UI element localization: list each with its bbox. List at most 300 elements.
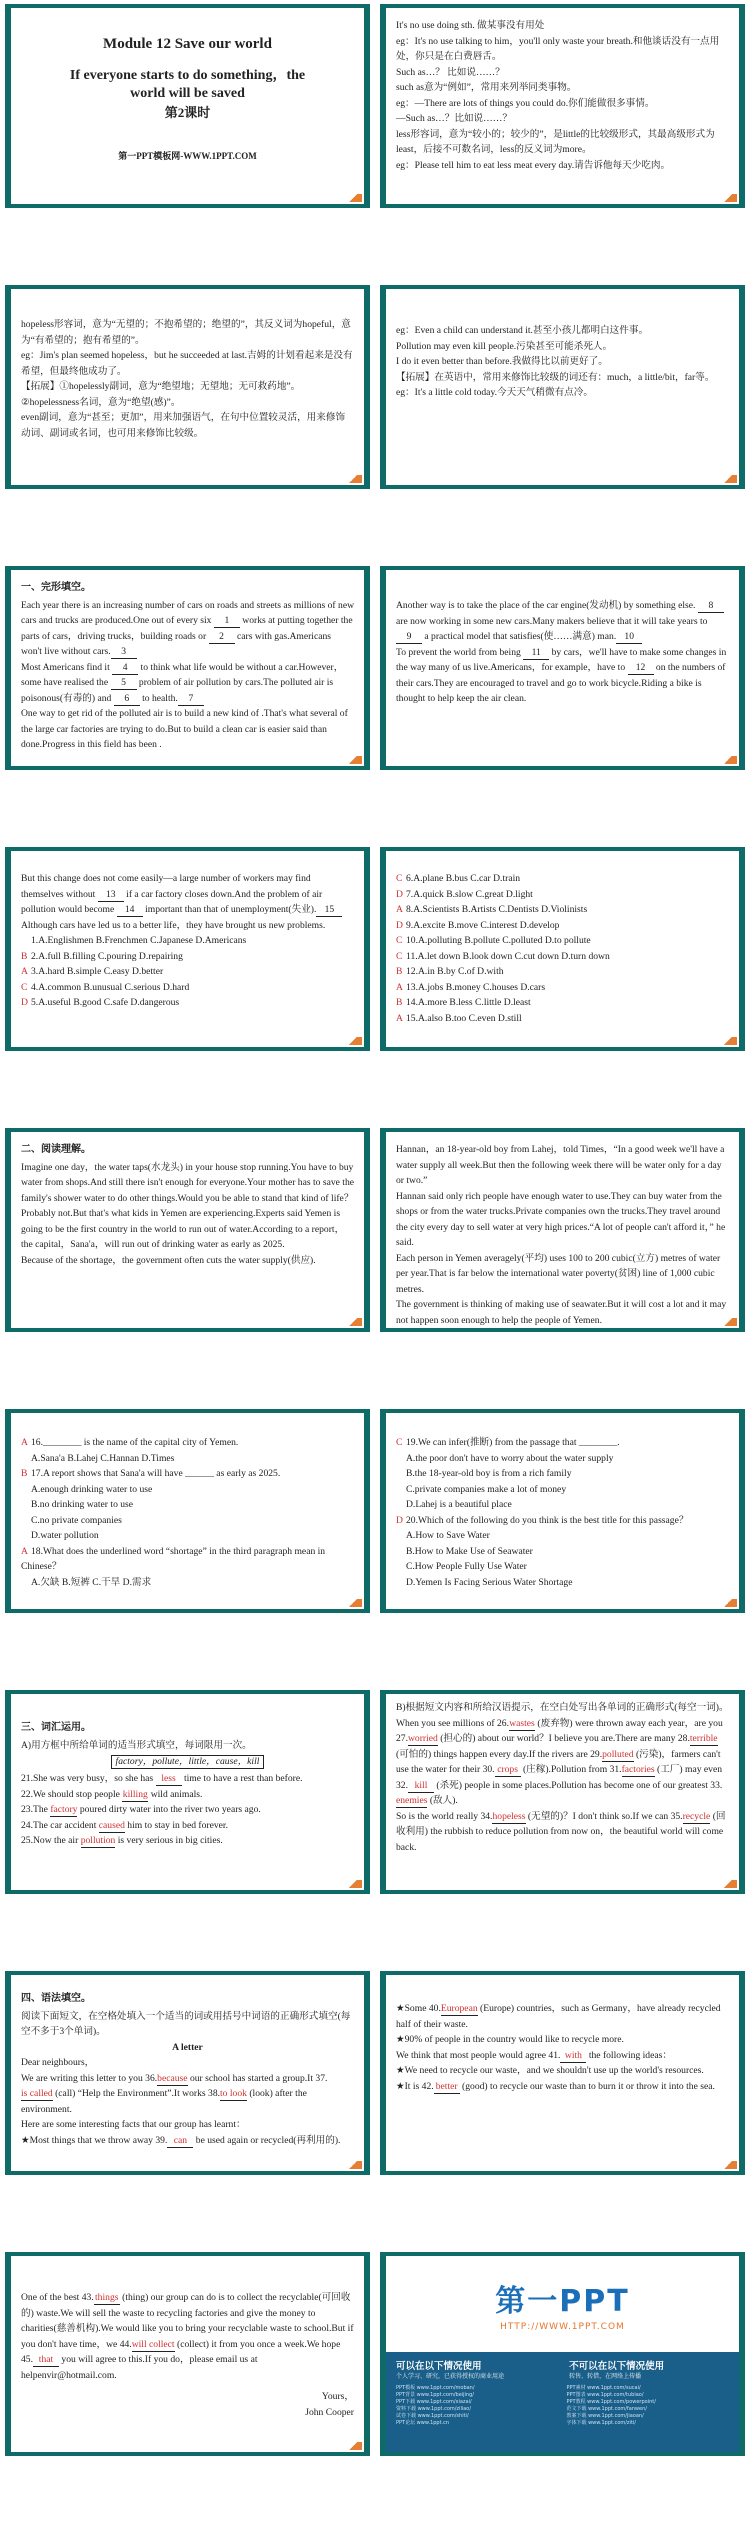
option-text: D.Lahej is a beautiful place bbox=[406, 1499, 512, 1510]
option-row bbox=[396, 1466, 729, 1482]
option-text: 13.A.jobs B.money C.houses D.cars bbox=[406, 981, 546, 993]
passage-text: (call) “Help the Environment”.It works 38. bbox=[52, 2088, 221, 2099]
answer-letter: D bbox=[21, 997, 28, 1008]
option-row bbox=[396, 1451, 729, 1467]
passage-text: Although cars have led us to a better life，they have bbox=[21, 919, 226, 931]
slide-17-content bbox=[21, 2290, 354, 2442]
usage-forbidden-text: 转售、转借，在网络上传播 bbox=[569, 2373, 642, 2380]
instruction: 阅读下面短文，在空格处填入一个适当的词或用括号中词语的正确形式填空(每空不多于3个单词)。 bbox=[21, 2010, 351, 2037]
blank: 14 bbox=[117, 904, 143, 917]
passage-text: are now working in some new cars.Many makers believe that it will take years to bbox=[396, 615, 708, 627]
slide-10[interactable] bbox=[380, 1128, 745, 1332]
option-row bbox=[396, 1528, 729, 1544]
corner-decoration bbox=[344, 756, 362, 764]
paragraph bbox=[396, 1716, 729, 1809]
section-header: 二、阅读理解。 bbox=[21, 1144, 91, 1155]
option-row bbox=[21, 1497, 354, 1513]
note-line: —Such as…？比如说……？ bbox=[396, 113, 512, 124]
passage-paragraph: Each person in Yemen averagely(平均) uses 100 to 200 cubic(立方) metres of water per year.That is far below the international water poverty(贫困) line of 1,000 cubic metres. bbox=[396, 1252, 721, 1295]
option-text: 17.A report shows that Sana'a will have ______ as early as 2025. bbox=[31, 1468, 281, 1479]
note-line: eg：Even a child can understand it.甚至小孩儿都明白这件事。 bbox=[396, 325, 649, 336]
answer-letter: D bbox=[396, 888, 403, 900]
note-line: Pollution may even kill people.污染甚至可能杀死人。 bbox=[396, 340, 613, 352]
passage-text: (废弃物) were thrown away each year，are you 27. bbox=[396, 1717, 723, 1744]
option-row bbox=[21, 995, 354, 1011]
answer-letter: C bbox=[396, 935, 403, 946]
option-row bbox=[21, 1513, 354, 1529]
option-text: A.Sana'a B.Lahej C.Hannan D.Times bbox=[31, 1452, 175, 1464]
option-row bbox=[396, 1011, 729, 1027]
option-row bbox=[396, 887, 729, 903]
question-25: 25.Now the air pollution is very serious in big cities. bbox=[21, 1835, 223, 1846]
slide-2[interactable] bbox=[380, 4, 745, 208]
answer-letter: C bbox=[21, 981, 28, 993]
passage-text: When you see millions of 26. bbox=[396, 1717, 509, 1729]
letter-signature: John Cooper bbox=[305, 2406, 354, 2418]
question-list bbox=[21, 1435, 354, 1599]
note-line: 【拓展】①hopelessly副词，意为“绝望地；无望地；无可救药地”。 bbox=[21, 381, 301, 392]
option-row bbox=[21, 1575, 354, 1591]
paragraph bbox=[396, 598, 729, 645]
paragraph bbox=[21, 2071, 354, 2118]
note-line: eg：—There are lots of things you could do.你们能做很多事情。 bbox=[396, 97, 655, 109]
slide-15-content bbox=[21, 1991, 354, 2161]
option-row bbox=[21, 1435, 354, 1451]
answer-letter: C bbox=[396, 873, 403, 884]
answer-letter: C bbox=[396, 950, 403, 962]
passage-text: (Europe) countries，such as Germany，have already recycled half of their waste. bbox=[396, 2003, 721, 2030]
blank: 4 bbox=[112, 662, 138, 675]
option-row bbox=[396, 1482, 729, 1498]
passage-text: . bbox=[159, 739, 162, 750]
slide-14[interactable] bbox=[380, 1690, 745, 1894]
passage-text: problem of air pollution by cars.The polluted air is poisonous(有毒的) and bbox=[21, 677, 334, 704]
answer-letter: A bbox=[21, 1437, 28, 1448]
resource-link[interactable]: 试卷下载 www.1ppt.com/shiti/ bbox=[396, 2413, 469, 2419]
passage-paragraph: The government is thinking of making use of seawater.But it will cost a lot and it may not happen soon enough to help the people of Yemen. bbox=[396, 1299, 727, 1326]
slide-1[interactable] bbox=[5, 4, 370, 208]
resource-link[interactable]: 资料下载 www.1ppt.com/ziliao/ bbox=[396, 2406, 472, 2412]
usage-allowed-title: 可以在以下情况使用 bbox=[396, 2361, 482, 2372]
usage-forbidden-title: 不可以在以下情况使用 bbox=[569, 2361, 665, 2372]
blank-answer: enemies bbox=[396, 1795, 428, 1806]
note-line: ②hopelessness名词，意为“绝望(感)”。 bbox=[21, 396, 181, 408]
note-line: less形容词，意为“较小的；较少的”，是little的比较级形式，其最高级形式为least，后接不可数名词，less的反义词为more。 bbox=[396, 128, 715, 155]
paragraph bbox=[396, 645, 729, 707]
slide-13-content bbox=[21, 1720, 354, 1880]
option-text: B.the 18-year-old boy is from a rich family bbox=[406, 1468, 572, 1479]
corner-decoration bbox=[344, 1037, 362, 1045]
corner-decoration bbox=[719, 1037, 737, 1045]
answer-letter: A bbox=[396, 1012, 403, 1024]
passage-text: .That's what several of the large car factories are trying to do.But to build a clean car is easier said than done.Progress in this field has been bbox=[21, 708, 348, 750]
passage-text: So is the world really 34. bbox=[396, 1810, 493, 1822]
blank-answer: European bbox=[440, 2003, 478, 2014]
passage-text: (look) after the environment. bbox=[21, 2088, 307, 2115]
passage-text: bicycle.Riding a bike is thought to help keep the air clean. bbox=[396, 677, 702, 704]
blank-answer: factories bbox=[621, 1764, 655, 1775]
note-line: I do it even better than before.我做得比以前更好了。 bbox=[396, 356, 608, 367]
slide-4-content bbox=[396, 323, 729, 475]
slide-3[interactable] bbox=[5, 285, 370, 489]
option-text: 7.A.quick B.slow C.great D.light bbox=[406, 888, 533, 900]
slide-9[interactable] bbox=[5, 1128, 370, 1332]
passage-paragraph: Because of the shortage，the government often cuts the water supply(供应). bbox=[21, 1254, 316, 1266]
option-row bbox=[396, 1497, 729, 1513]
answer-letter: A bbox=[21, 966, 28, 977]
note-line: eg：It's no use talking to him，you'll only waste your breath.和他谈话没有一点用处，你只是在白费唇舌。 bbox=[396, 35, 720, 62]
passage-text: the following ideas： bbox=[586, 2049, 672, 2061]
instruction: B)根据短文内容和所给汉语提示，在空白处写出各单词的正确形式(每空一词)。 bbox=[396, 1702, 729, 1713]
word-formation-passage bbox=[396, 1716, 729, 1856]
passage-text: a practical model that satisfies(使……满意) man. bbox=[422, 631, 617, 642]
passage-paragraph: Hannan said only rich people have enough water to use.They can buy water from the shops or from the water trucks.Private companies own the trucks.They travel around the city every day to sell water at very high prices.“A lot of people can't afford it，” he said. bbox=[396, 1190, 726, 1248]
passage-text: (可怕的) things happen every day.If the rivers are 29. bbox=[396, 1748, 603, 1760]
option-row bbox=[396, 1513, 729, 1529]
passage-text: cars with gas.Americans won't live without cars. bbox=[21, 630, 332, 657]
slide-2-content bbox=[396, 18, 729, 194]
paragraph bbox=[21, 2290, 354, 2383]
blank-answer: terrible bbox=[689, 1733, 718, 1744]
note-line: such as意为“例如”，常用来列举同类事物。 bbox=[396, 82, 577, 93]
blank-answer: is called bbox=[21, 2088, 53, 2099]
option-row bbox=[396, 1559, 729, 1575]
option-row bbox=[396, 1544, 729, 1560]
passage-text: One of the best 43. bbox=[21, 2292, 94, 2303]
paragraph bbox=[396, 2063, 729, 2079]
option-row bbox=[396, 1435, 729, 1451]
corner-decoration bbox=[344, 2161, 362, 2169]
note-line: eg：Jim's plan seemed hopeless，but he succeeded at last.吉姆的计划看起来是没有希望，但最终他成功了。 bbox=[21, 350, 353, 377]
passage-text: (敌人). bbox=[427, 1795, 458, 1806]
passage-text: (回收利用) the rubbish to reduce pollution from now on，the beautiful world will come back. bbox=[396, 1810, 726, 1853]
option-text: D.water pollution bbox=[31, 1530, 99, 1541]
option-text: C.private companies make a lot of money bbox=[406, 1483, 567, 1495]
slide-6[interactable] bbox=[380, 566, 745, 770]
resource-link[interactable]: PPT图表 www.1ppt.com/tubiao/ bbox=[566, 2392, 644, 2398]
passage-text: (担心的) about our world？I believe you are.There are many 28. bbox=[437, 1733, 690, 1744]
corner-decoration bbox=[719, 2161, 737, 2169]
cloze-passage-3 bbox=[21, 871, 354, 933]
passage-text: ★It is 42. bbox=[396, 2080, 434, 2092]
passage-text: We think that most people would agree 41. bbox=[396, 2049, 561, 2061]
passage-text: (good) to recycle our waste than to burn it or throw it into the sea. bbox=[459, 2080, 715, 2092]
grammar-passage-1 bbox=[21, 2071, 354, 2149]
passage-text: (thing) our group can do is to collect the recyclable(可回收的) waste.We will sell the waste to recycling factories and give the money to charities(慈善机构).We would like you to bring your recyclable waste to school.But if you don't have time，we 44. bbox=[21, 2292, 354, 2350]
slide-18[interactable] bbox=[380, 2252, 745, 2456]
blank-answer: can bbox=[167, 2135, 193, 2148]
blank: 8 bbox=[698, 600, 724, 613]
passage-paragraph: Imagine one day，the water taps(水龙头) in your house stop running.You have to buy water from shops.And still there isn't enough for everyone.Your mother has to save the family's shower water to do other things.Would you be able to stand that kind of life？ bbox=[21, 1161, 355, 1204]
corner-decoration bbox=[719, 194, 737, 202]
option-row bbox=[21, 1544, 354, 1575]
resource-link[interactable]: PPT背景 www.1ppt.com/beijing/ bbox=[396, 2392, 474, 2398]
blank-answer: will collect bbox=[131, 2338, 175, 2350]
blank-answer: crops bbox=[495, 1764, 521, 1777]
blank: 2 bbox=[209, 631, 235, 644]
passage-text: (无望的)？I don't think so.If we can 35. bbox=[525, 1810, 683, 1822]
answer-letter: B bbox=[21, 1468, 28, 1479]
paragraph bbox=[396, 1809, 729, 1856]
blank-answer: polluted bbox=[602, 1748, 634, 1760]
resource-link[interactable]: PPT教程 www.1ppt.com/powerpoint/ bbox=[566, 2399, 656, 2405]
paragraph bbox=[21, 660, 354, 707]
option-text: 10.A.polluting B.pollute C.polluted D.to pollute bbox=[406, 935, 591, 946]
passage-text: to health. bbox=[139, 692, 178, 704]
passage-text: (collect) it from you once a week.We hope 45. bbox=[21, 2338, 341, 2365]
brand-url[interactable]: HTTP://WWW.1PPT.COM bbox=[500, 2322, 625, 2332]
resource-link[interactable]: PPT下载 www.1ppt.com/xiazai/ bbox=[396, 2399, 472, 2405]
option-text: 11.A.let down B.look down C.cut down D.turn down bbox=[406, 950, 610, 962]
slide-14-content bbox=[396, 1700, 729, 1880]
slide-3-content bbox=[21, 317, 354, 475]
slide-8[interactable] bbox=[380, 847, 745, 1051]
note-line: It's no use doing sth. 做某事没有用处 bbox=[396, 20, 545, 31]
note-line: Such as…？ 比如说……？ bbox=[396, 66, 505, 78]
option-row bbox=[396, 871, 729, 887]
option-row bbox=[21, 933, 354, 949]
option-row bbox=[396, 933, 729, 949]
passage-text: (污染)，farmers can't use the water for their 30. bbox=[396, 1748, 721, 1775]
passage-text: We are writing this letter to you 36. bbox=[21, 2072, 158, 2084]
slide-7[interactable] bbox=[5, 847, 370, 1051]
passage-text: Another way is to take the place of the car engine(发动机) by something else. bbox=[396, 600, 698, 611]
slide-15[interactable] bbox=[5, 1971, 370, 2175]
note-line: even副词，意为“甚至；更加”，用来加强语气，在句中位置较灵活，用来修饰动词、副词或名词，也可用来修饰比较级。 bbox=[21, 412, 346, 439]
corner-decoration bbox=[719, 1880, 737, 1888]
blank: 3 bbox=[111, 646, 137, 659]
slide-16[interactable] bbox=[380, 1971, 745, 2175]
passage-text: important than that of unemployment(失业). bbox=[142, 904, 317, 915]
paragraph bbox=[21, 2117, 354, 2133]
passage-text: (工厂) may even 32. bbox=[396, 1764, 723, 1791]
corner-decoration bbox=[719, 475, 737, 483]
option-row bbox=[21, 1451, 354, 1467]
option-text: B.no drinking water to use bbox=[31, 1499, 134, 1510]
slide-9-content bbox=[21, 1142, 354, 1318]
passage-paragraph: Hannan，an 18-year-old boy from Lahej，told Times，“In a good week we'll have a water supply all week.But then the following week there will be water only for a day or two.” bbox=[396, 1144, 725, 1186]
question-list bbox=[396, 1435, 729, 1599]
option-row bbox=[396, 980, 729, 996]
option-text: D.Yemen Is Facing Serious Water Shortage bbox=[406, 1576, 573, 1588]
option-row bbox=[396, 964, 729, 980]
answer-letter: D bbox=[396, 919, 403, 931]
slide-5-content bbox=[21, 580, 354, 756]
answer-letter: A bbox=[396, 981, 403, 993]
resource-link[interactable]: 字体下载 www.1ppt.com/ziti/ bbox=[566, 2420, 636, 2426]
brand-area bbox=[386, 2256, 739, 2352]
corner-decoration bbox=[344, 2442, 362, 2450]
option-text: 20.Which of the following do you think is the best title for this passage？ bbox=[406, 1514, 689, 1526]
option-list bbox=[396, 871, 729, 1037]
passage-text: our school has started a group.It 37. bbox=[187, 2072, 328, 2084]
passage-text: (杀死) people in some places.Pollution has become one of our greatest 33. bbox=[434, 1779, 723, 1791]
paragraph bbox=[396, 2001, 729, 2032]
usage-allowed-text: 个人学习、研究，已获得授权的商业用途 bbox=[396, 2373, 505, 2380]
cloze-passage-1 bbox=[21, 598, 354, 753]
blank: 1 bbox=[214, 615, 240, 628]
section-header: 三、词汇运用。 bbox=[21, 1722, 91, 1733]
lesson-subtitle-line2: world will be saved bbox=[130, 86, 245, 101]
passage-text: by cars，we'll have to make some changes in the way many of us live.Americans，for example，have to bbox=[396, 646, 727, 673]
slide-4[interactable] bbox=[380, 285, 745, 489]
option-row bbox=[21, 980, 354, 996]
paragraph bbox=[396, 2048, 729, 2064]
answer-letter: B bbox=[396, 997, 403, 1008]
answer-letter: A bbox=[21, 1545, 28, 1557]
option-text: C.How People Fully Use Water bbox=[406, 1561, 527, 1572]
answer-letter: D bbox=[396, 1514, 403, 1526]
passage-text: But this change does not come easily—a large number of workers may find themselves without bbox=[21, 873, 311, 900]
resource-link[interactable]: 教案下载 www.1ppt.com/jiaoan/ bbox=[566, 2413, 644, 2419]
blank: 10 bbox=[616, 631, 642, 644]
blank: 12 bbox=[628, 662, 654, 675]
resource-link[interactable]: 范文下载 www.1ppt.com/fanwen/ bbox=[566, 2406, 647, 2412]
answer-letter: B bbox=[21, 950, 28, 962]
blank-answer: to look bbox=[220, 2088, 247, 2099]
letter-title: A letter bbox=[172, 2041, 203, 2053]
passage-text: to think what life would be without a car.However，some have realised the bbox=[21, 661, 344, 688]
option-text: 15.A.also B.too C.even D.still bbox=[406, 1012, 522, 1024]
paragraph bbox=[21, 871, 354, 918]
blank-answer: wastes bbox=[509, 1717, 535, 1729]
blank-answer: with bbox=[560, 2050, 586, 2063]
corner-decoration bbox=[719, 1599, 737, 1607]
option-text: B.How to Make Use of Seawater bbox=[406, 1545, 533, 1557]
blank-answer: hopeless bbox=[492, 1810, 526, 1822]
brand-logo: 第一PPT bbox=[495, 2284, 630, 2319]
corner-decoration bbox=[719, 756, 737, 764]
note-line: eg：Please tell him to eat less meat every day.请告诉他每天少吃肉。 bbox=[396, 159, 671, 171]
paragraph bbox=[21, 2133, 354, 2149]
slide-13[interactable] bbox=[5, 1690, 370, 1894]
letter-greeting: Dear neighbours， bbox=[21, 2057, 95, 2068]
corner-decoration bbox=[344, 475, 362, 483]
resource-link-list bbox=[396, 2385, 729, 2427]
option-row bbox=[396, 902, 729, 918]
answer-letter: C bbox=[396, 1437, 403, 1448]
module-title: Module 12 Save our world bbox=[103, 36, 272, 52]
brand-text: 第一PPT模板网-WWW.1PPT.COM bbox=[118, 151, 257, 161]
passage-text: ★Most things that we throw away 39. bbox=[21, 2134, 168, 2146]
option-text: 14.A.more B.less C.little D.least bbox=[406, 997, 531, 1008]
passage-text: (庄稼).Pollution from 31. bbox=[520, 1764, 622, 1775]
option-text: 18.What does the underlined word “shortage” in the third paragraph mean in Chinese？ bbox=[21, 1545, 326, 1572]
resource-link[interactable]: PPT模板 www.1ppt.com/moban/ bbox=[396, 2385, 475, 2391]
word-box: factory，pollute，little，cause，kill bbox=[111, 1755, 265, 1769]
option-text: 1.A.Englishmen B.Frenchmen C.Japanese D.Americans bbox=[31, 935, 247, 946]
reading-passage-1 bbox=[21, 1160, 354, 1269]
grammar-passage-2 bbox=[396, 2001, 729, 2161]
passage-text: To prevent the world from being bbox=[396, 646, 524, 658]
blank-answer: that bbox=[33, 2354, 59, 2367]
corner-decoration bbox=[344, 194, 362, 202]
option-text: C.no private companies bbox=[31, 1514, 122, 1526]
note-line: eg：It's a little cold today.今天天气稍微有点冷。 bbox=[396, 387, 593, 398]
passage-text: One way to get rid of the polluted air is to build a new kind of bbox=[21, 708, 262, 719]
option-text: A.the poor don't have to worry about the water supply bbox=[406, 1452, 614, 1464]
blank-answer: because bbox=[157, 2072, 188, 2084]
blank: 7 bbox=[178, 693, 204, 706]
option-text: 6.A.plane B.bus C.car D.train bbox=[406, 873, 521, 884]
passage-text: if a car factory closes down.And the problem of air pollution would become bbox=[21, 888, 323, 915]
corner-decoration bbox=[344, 1318, 362, 1326]
passage-text: Here are some interesting facts that our group has learnt： bbox=[21, 2119, 246, 2130]
question-23: 23.The factory poured dirty water into the river two years ago. bbox=[21, 1804, 261, 1815]
cloze-passage-2 bbox=[396, 598, 729, 756]
option-text: A.欠缺 B.短裤 C.干旱 D.需求 bbox=[31, 1576, 152, 1588]
corner-decoration bbox=[344, 1599, 362, 1607]
passage-text: Each year there is an increasing number of cars on roads and streets as millions of new cars and trucks are produced.One out of every six bbox=[21, 599, 355, 626]
passage-text: brought us new problems. bbox=[225, 919, 326, 931]
option-text: 5.A.useful B.good C.safe D.dangerous bbox=[31, 997, 180, 1008]
passage-text: ★We need to recycle our waste，and we shouldn't use up the world's resources. bbox=[396, 2065, 704, 2076]
slide-5[interactable] bbox=[5, 566, 370, 770]
option-row bbox=[396, 949, 729, 965]
corner-decoration bbox=[344, 1880, 362, 1888]
blank-answer: worried bbox=[408, 1733, 438, 1744]
option-row bbox=[396, 918, 729, 934]
option-text: A.enough drinking water to use bbox=[31, 1483, 153, 1495]
option-row bbox=[21, 1528, 354, 1544]
option-row bbox=[21, 1466, 354, 1482]
slide-17[interactable] bbox=[5, 2252, 370, 2456]
paragraph bbox=[396, 2079, 729, 2095]
lesson-number: 第2课时 bbox=[164, 105, 211, 120]
resource-link[interactable]: PPT论坛 www.1ppt.cn bbox=[396, 2420, 450, 2426]
option-text: 12.A.in B.by C.of D.with bbox=[406, 966, 504, 977]
option-text: 8.A.Scientists B.Artists C.Dentists D.Violinists bbox=[406, 904, 588, 915]
usage-panel bbox=[386, 2352, 739, 2452]
passage-text: be used again or recycled(再利用的). bbox=[193, 2134, 341, 2146]
slide-7-content bbox=[21, 871, 354, 1037]
blank-answer: things bbox=[95, 2292, 119, 2303]
note-line: hopeless形容词，意为“无望的；不抱希望的；绝望的”，其反义词为hopeful，意为“有希望的；抱有希望的”。 bbox=[21, 319, 351, 346]
slide-11[interactable] bbox=[5, 1409, 370, 1613]
option-row bbox=[21, 949, 354, 965]
option-text: 3.A.hard B.simple C.easy D.better bbox=[31, 966, 164, 977]
paragraph bbox=[396, 2032, 729, 2048]
resource-link[interactable]: PPT素材 www.1ppt.com/sucai/ bbox=[566, 2385, 641, 2391]
option-text: 16.________ is the name of the capital city of Yemen. bbox=[31, 1437, 239, 1448]
passage-text: you will agree to this.If you do，please email us at helpenvir@hotmail.com. bbox=[21, 2354, 258, 2381]
reading-passage-2 bbox=[396, 1142, 729, 1326]
slide-12[interactable] bbox=[380, 1409, 745, 1613]
passage-text: ★90% of people in the country would like to recycle more. bbox=[396, 2034, 624, 2045]
option-row bbox=[21, 1482, 354, 1498]
blank-answer: kill bbox=[408, 1780, 434, 1793]
option-row bbox=[396, 1575, 729, 1591]
section-header: 四、语法填空。 bbox=[21, 1993, 91, 2004]
blank: 11 bbox=[523, 647, 549, 660]
blank: 5 bbox=[111, 677, 137, 690]
paragraph bbox=[21, 706, 354, 753]
option-row bbox=[21, 964, 354, 980]
answer-letter: B bbox=[396, 966, 403, 977]
option-text: 9.A.excite B.move C.interest D.develop bbox=[406, 919, 560, 931]
passage-text: Most Americans find it bbox=[21, 661, 113, 673]
blank: 9 bbox=[396, 631, 422, 644]
option-text: 2.A.full B.filling C.pouring D.repairing bbox=[31, 950, 183, 962]
lesson-subtitle-line1: If everyone starts to do something，the bbox=[69, 68, 306, 83]
passage-text: works at putting together the parts of cars，driving trucks，building roads or bbox=[21, 615, 353, 642]
blank-answer: better bbox=[434, 2081, 460, 2094]
option-list bbox=[21, 933, 354, 1011]
option-row bbox=[396, 995, 729, 1011]
question-21: 21.She was very busy，so she has less time to have a rest than before. bbox=[21, 1773, 303, 1784]
answer-letter: A bbox=[396, 904, 403, 915]
question-22: 22.We should stop people killing wild animals. bbox=[21, 1788, 203, 1800]
